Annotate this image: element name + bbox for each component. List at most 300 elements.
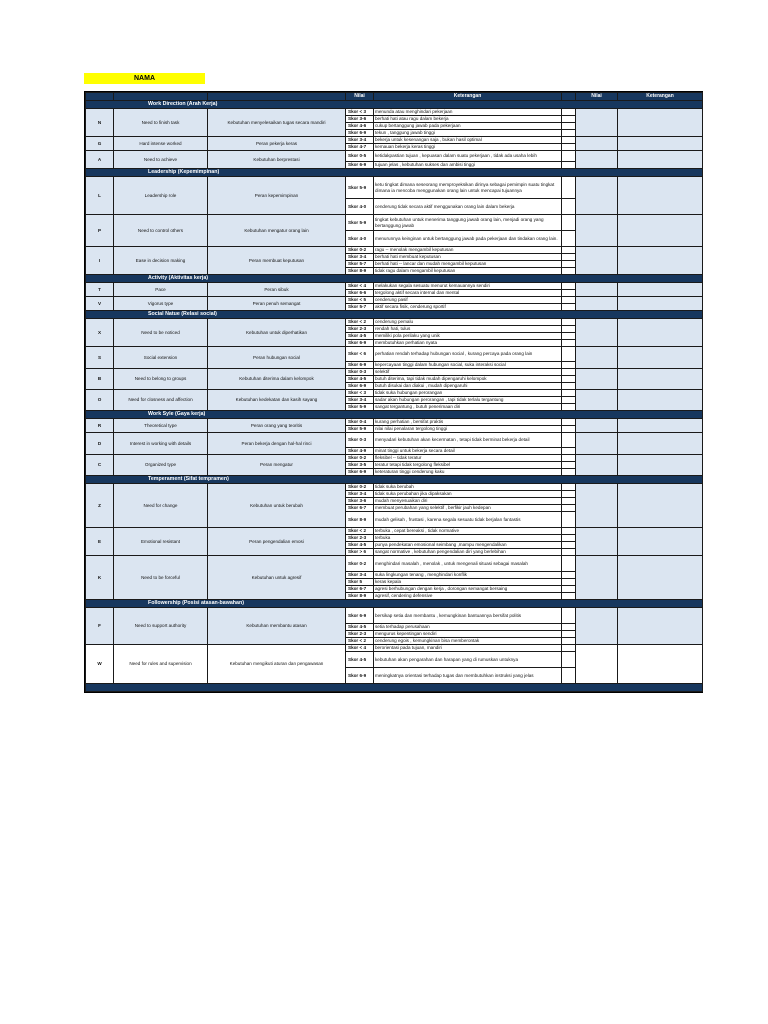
score-row <box>86 137 703 144</box>
factor-role: Peran mengatur <box>208 455 346 476</box>
score-range: Skor 4-5 <box>346 542 374 549</box>
blank-cell <box>562 116 576 123</box>
blank-cell <box>562 130 576 137</box>
score-range: Skor 4-0 <box>346 231 374 247</box>
score-description: membutuhkan perhatian nyata <box>374 340 562 347</box>
section-header-row <box>86 169 703 177</box>
nilai-input-cell[interactable] <box>576 151 618 169</box>
score-description: kurang perhatian , bersifat praktis <box>374 419 562 426</box>
score-range: Skor 6-9 <box>346 162 374 169</box>
score-range: Skor 0-5 <box>346 151 374 162</box>
factor-role: Peran pengendalian emosi <box>208 528 346 556</box>
keterangan-input-cell[interactable] <box>618 528 703 556</box>
score-range: Skor 6-9 <box>346 668 374 684</box>
header-blank-1 <box>86 93 114 101</box>
nilai-input-cell[interactable] <box>576 433 618 455</box>
score-description: berhati hati atau ragu dalam bekerja <box>374 116 562 123</box>
score-description: meningkatnya orientasi terhadap tugas dan membutuhkan instruksi yang jelas <box>374 668 562 684</box>
factor-need: Need for change <box>114 484 208 528</box>
keterangan-input-cell[interactable] <box>618 319 703 347</box>
blank-cell <box>562 231 576 247</box>
factor-need: Need to belong to groups <box>114 369 208 390</box>
score-description: agresi berhubungan dengan kerja , dorongan semangat bersaing <box>374 586 562 593</box>
score-description: berorientasi pada tujuan, mandiri <box>374 645 562 652</box>
blank-cell <box>562 397 576 404</box>
score-range: Skor < 4 <box>346 283 374 290</box>
score-range: Skor 3-4 <box>346 491 374 498</box>
blank-cell <box>562 505 576 512</box>
blank-cell <box>562 376 576 383</box>
nilai-input-cell[interactable] <box>576 283 618 297</box>
score-range: Skor 5-9 <box>346 215 374 231</box>
factor-role: Peran bekerja dengan hal-hal rinci <box>208 433 346 455</box>
score-range: Skor 6-9 <box>346 469 374 476</box>
section-title: Work Syle (Gaya kerja) <box>86 411 703 419</box>
score-row <box>86 215 703 231</box>
factor-need: Emotional resistant <box>114 528 208 556</box>
factor-role: Peran pekerja keras <box>208 137 346 151</box>
section-header-row <box>86 101 703 109</box>
blank-cell <box>562 426 576 433</box>
score-description: sadar akan hubungan perorangan , tapi tidak terlalu tergantung <box>374 397 562 404</box>
section-header-row <box>86 476 703 484</box>
nilai-input-cell[interactable] <box>576 319 618 347</box>
factor-need: Need for closness and affection <box>114 390 208 411</box>
factor-role: Kebutuhan membantu atasan <box>208 608 346 645</box>
factor-role: Kebutuhan mengikuti aturan dan pengawasan <box>208 645 346 684</box>
table-footer-row <box>86 684 703 692</box>
nilai-input-cell[interactable] <box>576 484 618 528</box>
nama-label: NAMA <box>84 73 205 84</box>
blank-cell <box>562 462 576 469</box>
keterangan-input-cell[interactable] <box>618 608 703 645</box>
score-description: agresif, cendering defensive <box>374 593 562 600</box>
section-title: Followership (Posisi atasan-bawahan) <box>86 600 703 608</box>
score-range: Skor < 5 <box>346 297 374 304</box>
blank-cell <box>562 652 576 668</box>
nilai-input-cell[interactable] <box>576 297 618 311</box>
factor-need: Need to control others <box>114 215 208 247</box>
score-row <box>86 151 703 162</box>
blank-cell <box>562 326 576 333</box>
score-description: kemauan bekerja keras tinggi <box>374 144 562 151</box>
keterangan-input-cell[interactable] <box>618 433 703 455</box>
score-description: tingkat kebutuhan untuk menerima tanggung jawab orang lain, menjadi orang yang bertanggung jawab <box>374 215 562 231</box>
factor-role: Kebutuhan untuk agresif <box>208 556 346 600</box>
score-description: kepercayaan tinggi dalam hubungan social, suka interaksi social <box>374 362 562 369</box>
score-row <box>86 433 703 448</box>
score-description: ketu tingkat dimana seseorang memproyeksikan dirinya sebagai pemimpin suatu tingkat dimana ia mencoba menggunakan orang lain untuk mencapai tujuannya <box>374 177 562 199</box>
score-description: cenderung pemalu <box>374 319 562 326</box>
factor-code: W <box>86 645 114 684</box>
factor-need: Interest in working with details <box>114 433 208 455</box>
score-description: rendah hati, tulus <box>374 326 562 333</box>
score-range: Skor < 3 <box>346 390 374 397</box>
blank-cell <box>562 177 576 199</box>
blank-cell <box>562 586 576 593</box>
score-description: selektif <box>374 369 562 376</box>
factor-need: Leadership role <box>114 177 208 215</box>
score-row <box>86 556 703 572</box>
factor-need: Vigorus type <box>114 297 208 311</box>
score-row <box>86 369 703 376</box>
score-description: bekerja untuk kesenangan saja , bukan hasil optimal <box>374 137 562 144</box>
score-range: Skor 4-5 <box>346 652 374 668</box>
factor-role: Kebutuhan diterima dalam kelompok <box>208 369 346 390</box>
factor-code: R <box>86 419 114 433</box>
personality-score-table <box>84 91 703 693</box>
keterangan-input-cell[interactable] <box>618 645 703 684</box>
score-range: Skor 8-9 <box>346 268 374 275</box>
factor-code: G <box>86 137 114 151</box>
nilai-input-cell[interactable] <box>576 369 618 390</box>
score-range: Skor 5-9 <box>346 177 374 199</box>
blank-cell <box>562 624 576 631</box>
section-title: Activity (Aktivitas kerja) <box>86 275 703 283</box>
header-keterangan-2: Keterangan <box>618 93 703 101</box>
score-description: butuh disukai dan diakui , mudah dipengaruhi <box>374 383 562 390</box>
keterangan-input-cell[interactable] <box>618 556 703 600</box>
factor-need: Need to support authority <box>114 608 208 645</box>
factor-need: Need for rules and supervision <box>114 645 208 684</box>
factor-need: Need to achieve <box>114 151 208 169</box>
score-range: Skor 4-9 <box>346 448 374 455</box>
score-range: Skor 6-9 <box>346 608 374 624</box>
score-range: Skor < 2 <box>346 528 374 535</box>
score-range: Skor < 3 <box>346 109 374 116</box>
score-row <box>86 297 703 304</box>
score-range: Skor 0-2 <box>346 484 374 491</box>
blank-cell <box>562 254 576 261</box>
keterangan-input-cell[interactable] <box>618 347 703 369</box>
keterangan-input-cell[interactable] <box>618 484 703 528</box>
table-footer-bar <box>86 684 703 692</box>
score-range: Skor 0-3 <box>346 433 374 448</box>
score-range: Skor 2-3 <box>346 326 374 333</box>
section-header-row <box>86 311 703 319</box>
nilai-input-cell[interactable] <box>576 137 618 151</box>
factor-need: Pace <box>114 283 208 297</box>
factor-need: Need to be forceful <box>114 556 208 600</box>
score-range: Skor 6-7 <box>346 586 374 593</box>
score-range: Skor 3-4 <box>346 137 374 144</box>
factor-code: I <box>86 247 114 275</box>
nilai-input-cell[interactable] <box>576 455 618 476</box>
factor-code: V <box>86 297 114 311</box>
score-description: minat tinggi untuk bekerja secara detail <box>374 448 562 455</box>
score-row <box>86 484 703 491</box>
nilai-input-cell[interactable] <box>576 109 618 137</box>
blank-cell <box>562 448 576 455</box>
factor-code: X <box>86 319 114 347</box>
keterangan-input-cell[interactable] <box>618 151 703 169</box>
blank-cell <box>562 283 576 290</box>
factor-need: Theoretical type <box>114 419 208 433</box>
blank-cell <box>562 404 576 411</box>
blank-cell <box>562 151 576 162</box>
factor-role: Kebutuhan untuk berubah <box>208 484 346 528</box>
header-blank-3 <box>208 93 346 101</box>
header-nilai: Nilai <box>346 93 374 101</box>
factor-code: E <box>86 528 114 556</box>
score-description: tidak suka perubahan jika dipaksakan <box>374 491 562 498</box>
score-row <box>86 177 703 199</box>
factor-need: Social extension <box>114 347 208 369</box>
score-row <box>86 109 703 116</box>
score-range: Skor 3-5 <box>346 462 374 469</box>
score-range: Skor 6-9 <box>346 383 374 390</box>
nilai-input-cell[interactable] <box>576 247 618 275</box>
score-range: Skor 6-6 <box>346 290 374 297</box>
factor-role: Peran membuat keputusan <box>208 247 346 275</box>
score-range: Skor < 2 <box>346 319 374 326</box>
score-range: Skor 4-7 <box>346 144 374 151</box>
score-row <box>86 528 703 535</box>
factor-code: O <box>86 390 114 411</box>
factor-need: Need to finish task <box>114 109 208 137</box>
blank-cell <box>562 549 576 556</box>
score-range: Skor 6-9 <box>346 340 374 347</box>
blank-cell <box>562 390 576 397</box>
keterangan-input-cell[interactable] <box>618 419 703 433</box>
score-row <box>86 455 703 462</box>
section-title: Work Direction (Arah Kerja) <box>86 101 703 109</box>
blank-cell <box>562 593 576 600</box>
blank-cell <box>562 109 576 116</box>
score-description: menunda atau menghindari pekerjaan <box>374 109 562 116</box>
blank-cell <box>562 369 576 376</box>
score-row <box>86 247 703 254</box>
nilai-input-cell[interactable] <box>576 645 618 684</box>
section-title: Temperament (Sifat tempramen) <box>86 476 703 484</box>
blank-cell <box>562 498 576 505</box>
score-range: Skor 3-4 <box>346 254 374 261</box>
score-range: Skor 4-5 <box>346 333 374 340</box>
factor-code: A <box>86 151 114 169</box>
blank-cell <box>562 333 576 340</box>
score-range: Skor 6-9 <box>346 130 374 137</box>
score-description: fleksibel -- tidak teratur <box>374 455 562 462</box>
blank-cell <box>562 419 576 426</box>
score-description: kebutuhan akan pengarahan dan harapan yang di rumuskan untuknya <box>374 652 562 668</box>
section-header-row <box>86 411 703 419</box>
factor-code: L <box>86 177 114 215</box>
blank-cell <box>562 572 576 579</box>
factor-code: F <box>86 608 114 645</box>
score-description: tidak ragu dalam mengambil keputusan <box>374 268 562 275</box>
score-description: suka lingkungan tenang , menghindari konflik <box>374 572 562 579</box>
nilai-input-cell[interactable] <box>576 528 618 556</box>
factor-need: Hard intense worked <box>114 137 208 151</box>
factor-role: Kebutuhan menyelesaikan tugas secara mandiri <box>208 109 346 137</box>
section-header-row <box>86 600 703 608</box>
score-row <box>86 283 703 290</box>
nilai-input-cell[interactable] <box>576 556 618 600</box>
score-row <box>86 319 703 326</box>
header-row <box>86 93 703 101</box>
blank-cell <box>562 137 576 144</box>
header-keterangan: Keterangan <box>374 93 562 101</box>
keterangan-input-cell[interactable] <box>618 369 703 390</box>
score-description: cenderung egois , kemungkinan bisa memberontak <box>374 638 562 645</box>
factor-role: Peran orang yang teoritis <box>208 419 346 433</box>
blank-cell <box>562 455 576 462</box>
nilai-input-cell[interactable] <box>576 608 618 645</box>
score-range: Skor 3-6 <box>346 498 374 505</box>
score-description: setia terhadap perusahaan <box>374 624 562 631</box>
score-range: Skor 5-9 <box>346 426 374 433</box>
factor-code: T <box>86 283 114 297</box>
score-row <box>86 390 703 397</box>
score-range: Skor < 6 <box>346 347 374 362</box>
score-description: menghindari masalah , menolak , untuk mengenali situasi sebagai masalah <box>374 556 562 572</box>
score-description: melakukan segala sesuatu menurut kemauannya sendiri <box>374 283 562 290</box>
score-description: mudah menyesuaikan diri <box>374 498 562 505</box>
score-description: keteraturan tinggi cenderung kaku <box>374 469 562 476</box>
score-description: keras kepala <box>374 579 562 586</box>
blank-cell <box>562 579 576 586</box>
score-range: Skor 0-2 <box>346 556 374 572</box>
score-description: tidak suka hubungan perorangan <box>374 390 562 397</box>
blank-cell <box>562 631 576 638</box>
score-description: tekun , tanggung jawab tinggi <box>374 130 562 137</box>
blank-cell <box>562 162 576 169</box>
score-description: teratur tetapi tidak tergolong fleksibel <box>374 462 562 469</box>
score-row <box>86 608 703 624</box>
blank-cell <box>562 528 576 535</box>
score-range: Skor 6-9 <box>346 362 374 369</box>
score-row <box>86 419 703 426</box>
score-description: perhatian rendah terhadap hubungan social , kurang percaya pada orang lain <box>374 347 562 362</box>
nilai-input-cell[interactable] <box>576 177 618 215</box>
blank-cell <box>562 638 576 645</box>
header-blank-2 <box>114 93 208 101</box>
score-range: Skor 6-7 <box>346 505 374 512</box>
score-row <box>86 347 703 362</box>
score-description: ketidakpastian tujuan , kepuasan dalam suatu pekerjaan , tidak ada usaha lebih <box>374 151 562 162</box>
factor-code: K <box>86 556 114 600</box>
score-description: menyadari kebutuhan akan kecermatan , tetapi tidak berminat bekerja detail <box>374 433 562 448</box>
score-range: Skor 2-3 <box>346 535 374 542</box>
blank-cell <box>562 304 576 311</box>
score-range: Skor 3-4 <box>346 572 374 579</box>
score-description: membuat perubahan yang selektif , berfikir jauh kedepan <box>374 505 562 512</box>
score-range: Skor 3-6 <box>346 116 374 123</box>
blank-cell <box>562 123 576 130</box>
factor-role: Kebutuhan untuk diperhatikan <box>208 319 346 347</box>
score-grid <box>85 92 703 692</box>
blank-cell <box>562 484 576 491</box>
keterangan-input-cell[interactable] <box>618 109 703 137</box>
keterangan-input-cell[interactable] <box>618 297 703 311</box>
score-range: Skor < 2 <box>346 638 374 645</box>
score-description: butuh diterima, tapi tidak mudah dipengaruhi kelompok <box>374 376 562 383</box>
blank-cell <box>562 491 576 498</box>
blank-cell <box>562 319 576 326</box>
score-description: terbuka , cepat bereaksi , tidak normative <box>374 528 562 535</box>
score-description: tergolong aktif secara internal dan mental <box>374 290 562 297</box>
section-title: Social Natue (Relasi social) <box>86 311 703 319</box>
score-range: Skor 8-9 <box>346 593 374 600</box>
score-range: Skor 0-2 <box>346 247 374 254</box>
score-description: tidak suka berubah <box>374 484 562 491</box>
score-description: mudah gelisah , frustasi , karena segala sesuatu tidak berjalan fantastis <box>374 512 562 528</box>
score-description: nilai nilai penalaran tergolong tinggi <box>374 426 562 433</box>
nilai-input-cell[interactable] <box>576 347 618 369</box>
section-header-row <box>86 275 703 283</box>
blank-cell <box>562 215 576 231</box>
blank-cell <box>562 290 576 297</box>
score-description: punya pendekatan emosional seimbang ,mampu mengendalikan <box>374 542 562 549</box>
nilai-input-cell[interactable] <box>576 419 618 433</box>
score-range: Skor > 6 <box>346 549 374 556</box>
score-description: sangat normative , kebutuhan pengendalian diri yang berlebihan <box>374 549 562 556</box>
nilai-input-cell[interactable] <box>576 390 618 411</box>
keterangan-input-cell[interactable] <box>618 177 703 215</box>
blank-cell <box>562 340 576 347</box>
blank-cell <box>562 383 576 390</box>
keterangan-input-cell[interactable] <box>618 390 703 411</box>
factor-code: N <box>86 109 114 137</box>
score-description: ragu -- menolak mengambil keputusan <box>374 247 562 254</box>
score-description: menurunnya keinginan untuk bertanggung jawab pada pekerjaan dan tindakan orang lain. <box>374 231 562 247</box>
factor-code: P <box>86 215 114 247</box>
score-range: Skor 5-7 <box>346 261 374 268</box>
blank-cell <box>562 668 576 684</box>
score-description: cenderung pasif <box>374 297 562 304</box>
score-range: Skor 4-5 <box>346 624 374 631</box>
score-range: Skor 4-6 <box>346 123 374 130</box>
score-range: Skor 4-0 <box>346 199 374 215</box>
keterangan-input-cell[interactable] <box>618 455 703 476</box>
factor-code: C <box>86 455 114 476</box>
factor-need: Ease in decision making <box>114 247 208 275</box>
factor-role: Peran hubungan social <box>208 347 346 369</box>
blank-cell <box>562 535 576 542</box>
factor-code: Z <box>86 484 114 528</box>
score-range: Skor 5-7 <box>346 304 374 311</box>
score-range: Skor 0-3 <box>346 369 374 376</box>
keterangan-input-cell[interactable] <box>618 215 703 247</box>
blank-cell <box>562 608 576 624</box>
score-range: Skor 5-9 <box>346 404 374 411</box>
factor-role: Peran penuh semangat <box>208 297 346 311</box>
score-range: Skor < 4 <box>346 645 374 652</box>
factor-role: Kebutuhan kedekatan dan kasih sayang <box>208 390 346 411</box>
keterangan-input-cell[interactable] <box>618 247 703 275</box>
score-description: terbuka <box>374 535 562 542</box>
keterangan-input-cell[interactable] <box>618 137 703 151</box>
score-description: sangat tergantung , butuh penerimaan diri <box>374 404 562 411</box>
blank-cell <box>562 512 576 528</box>
keterangan-input-cell[interactable] <box>618 283 703 297</box>
blank-cell <box>562 556 576 572</box>
blank-cell <box>562 433 576 448</box>
score-description: cukup bertanggung jawab pada pekerjaan <box>374 123 562 130</box>
blank-cell <box>562 199 576 215</box>
score-description: tujuan jelas , kebutuhan sukses dan ambisi tinggi <box>374 162 562 169</box>
score-row <box>86 645 703 652</box>
score-range: Skor 0-4 <box>346 419 374 426</box>
factor-code: B <box>86 369 114 390</box>
score-description: cenderung tidak secara aktif menggunakan orang lain dalam bekerja <box>374 199 562 215</box>
score-description: aktif secara fisik, cenderung sportif <box>374 304 562 311</box>
nilai-input-cell[interactable] <box>576 215 618 247</box>
score-description: berhati hati membuat keputusan <box>374 254 562 261</box>
score-description: bersikap setia dan membantu , kemungkinan bantuannya bersifat politis <box>374 608 562 624</box>
section-title: Leadership (Kepemimpinan) <box>86 169 703 177</box>
factor-role: Kebutuhan berprestasi <box>208 151 346 169</box>
